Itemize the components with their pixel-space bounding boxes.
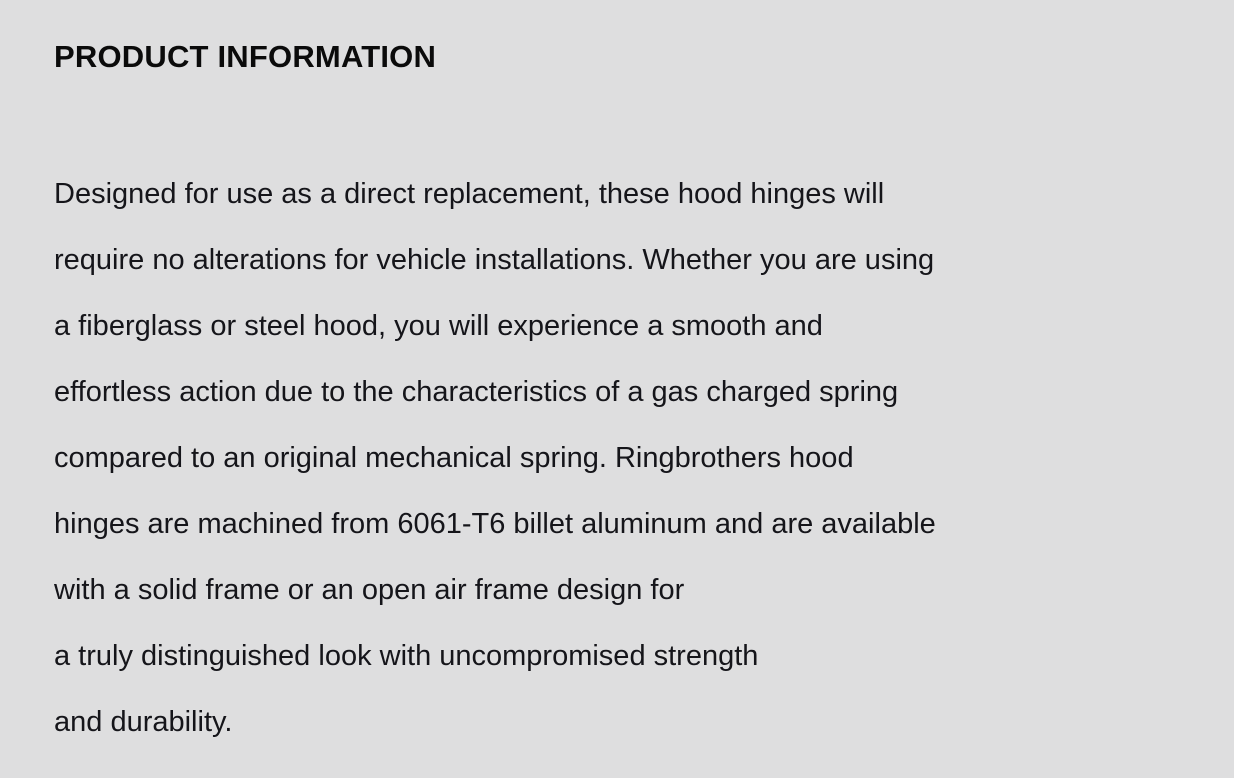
description-line: compared to an original mechanical spring. Ringbrothers hood <box>54 442 854 475</box>
description-line: Designed for use as a direct replacement, these hood hinges will <box>54 178 885 211</box>
description-line: a truly distinguished look with uncompromised strength <box>54 640 759 673</box>
product-description <box>54 75 1174 755</box>
description-line: hinges are machined from 6061-T6 billet aluminum and are available <box>54 508 936 541</box>
description-line: a fiberglass or steel hood, you will experience a smooth and <box>54 310 823 343</box>
description-line: require no alterations for vehicle installations. Whether you are using <box>54 244 935 277</box>
description-line: and durability. <box>54 706 233 739</box>
description-line: with a solid frame or an open air frame design for <box>54 574 685 607</box>
description-line: effortless action due to the characteristics of a gas charged spring <box>54 376 899 409</box>
page-title: PRODUCT INFORMATION <box>54 39 437 74</box>
